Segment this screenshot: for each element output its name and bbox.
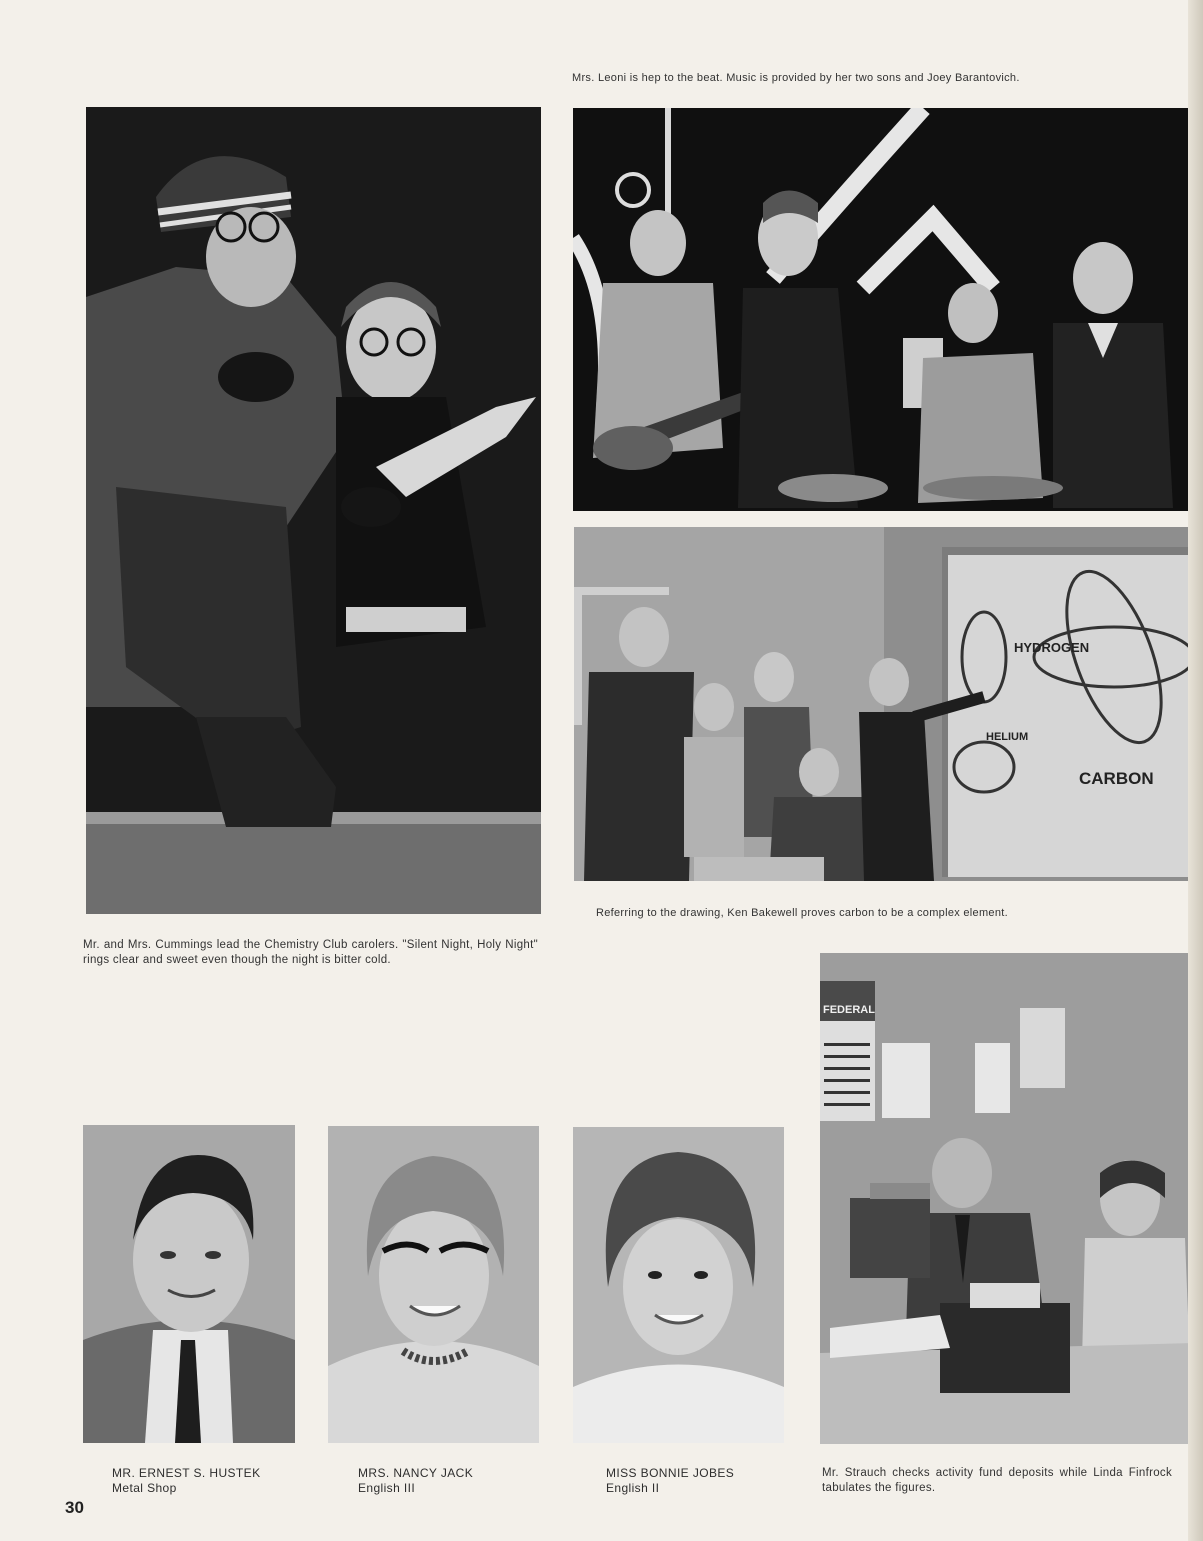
board-label-carbon: CARBON bbox=[1079, 769, 1154, 788]
portrait-label-jack bbox=[358, 1466, 558, 1496]
page-edge bbox=[1188, 0, 1203, 1541]
portrait-subject: Metal Shop bbox=[112, 1481, 177, 1495]
portrait-subject: English III bbox=[358, 1481, 416, 1495]
band-photo bbox=[573, 108, 1194, 511]
portrait-hustek bbox=[83, 1125, 295, 1443]
band-photo-caption: Mrs. Leoni is hep to the beat. Music is provided by her two sons and Joey Barantovich. bbox=[572, 72, 1020, 84]
chemistry-board-photo bbox=[574, 527, 1193, 881]
portrait-jobes bbox=[573, 1127, 784, 1443]
portrait-label-jobes bbox=[606, 1466, 806, 1496]
board-label-helium: HELIUM bbox=[986, 731, 1029, 743]
portrait-subject: English II bbox=[606, 1481, 660, 1495]
portrait-name: MRS. NANCY JACK bbox=[358, 1466, 474, 1480]
portrait-jack bbox=[328, 1126, 539, 1443]
carolers-photo bbox=[86, 107, 541, 914]
calendar-label: FEDERAL bbox=[823, 1004, 875, 1016]
portrait-name: MISS BONNIE JOBES bbox=[606, 1466, 735, 1480]
office-photo bbox=[820, 953, 1193, 1444]
chemistry-board-caption: Referring to the drawing, Ken Bakewell proves carbon to be a complex element. bbox=[596, 907, 1008, 919]
office-photo-caption: Mr. Strauch checks activity fund deposits while Linda Finfrock tabulates the figures. bbox=[822, 1467, 1172, 1494]
board-label-hydrogen: HYDROGEN bbox=[1014, 640, 1090, 655]
carolers-photo-caption: Mr. and Mrs. Cummings lead the Chemistry Club carolers. "Silent Night, Holy Night" rings clear and sweet even though the night is bitter cold. bbox=[83, 939, 538, 966]
portrait-label-hustek bbox=[112, 1466, 312, 1496]
page-number: 30 bbox=[65, 1498, 84, 1517]
portrait-name: MR. ERNEST S. HUSTEK bbox=[112, 1466, 261, 1480]
